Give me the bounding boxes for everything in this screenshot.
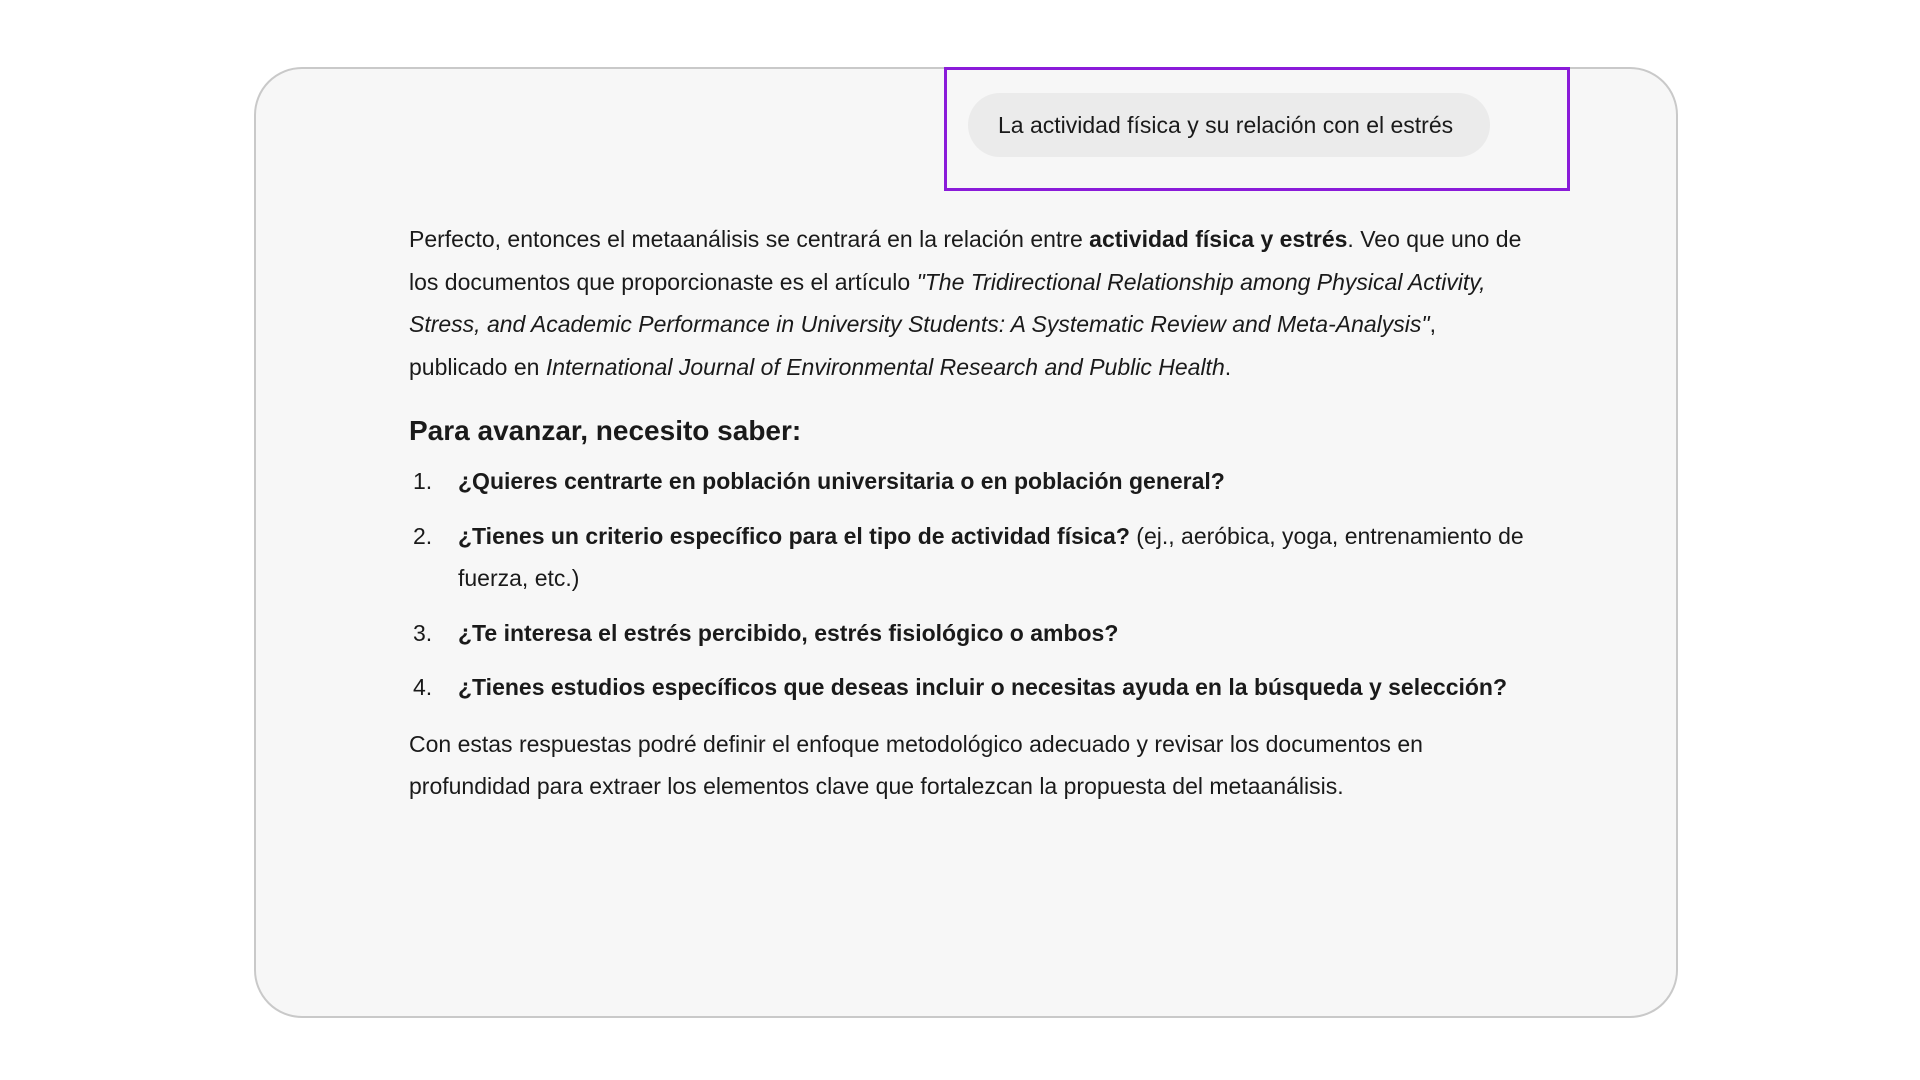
question-bold: ¿Tienes estudios específicos que deseas incluir o necesitas ayuda en la búsqueda y selección? [458,674,1508,700]
intro-paragraph [409,218,1529,388]
closing-paragraph: Con estas respuestas podré definir el enfoque metodológico adecuado y revisar los documentos en profundidad para extraer los elementos clave que fortalezcan la propuesta del metaanálisis. [409,730,1423,799]
list-number: 1. [413,468,433,494]
intro-text-3: , publicado en [409,311,1436,380]
list-number: 4. [413,674,433,700]
intro-text-2: . Veo que uno de los documentos que proporcionaste es el artículo [409,226,1522,295]
assistant-response [409,218,1529,808]
journal-name: International Journal of Environmental Research and Public Health [545,353,1225,380]
question-bold: ¿Te interesa el estrés percibido, estrés fisiológico o ambos? [458,619,1119,646]
user-message-text: La actividad física y su relación con el estrés [998,112,1454,138]
intro-text-1: Perfecto, entonces el metaanálisis se centrará en la relación entre [409,226,1090,252]
question-rest: (ej., aeróbica, yoga, entrenamiento de fuerza, etc.) [458,522,1524,591]
questions-list [409,460,1529,709]
section-heading: Para avanzar, necesito saber: [409,415,802,446]
list-number: 2. [413,522,433,549]
list-item [409,515,1529,600]
list-item [409,612,1529,655]
article-title: "The Tridirectional Relationship among Physical Activity, Stress, and Academic Performance in University Students: A Systematic Review and Meta-Analysis" [409,268,1486,337]
question-bold: ¿Tienes un criterio específico para el tipo de actividad física? [458,522,1130,549]
question-bold: ¿Quieres centrarte en población universitaria o en población general? [458,468,1225,494]
intro-bold-topic: actividad física y estrés [1089,226,1348,252]
intro-text-4: . [1224,353,1232,380]
list-item [409,460,1529,503]
list-number: 3. [413,619,433,646]
user-message-bubble [968,93,1490,157]
list-item [409,666,1529,709]
